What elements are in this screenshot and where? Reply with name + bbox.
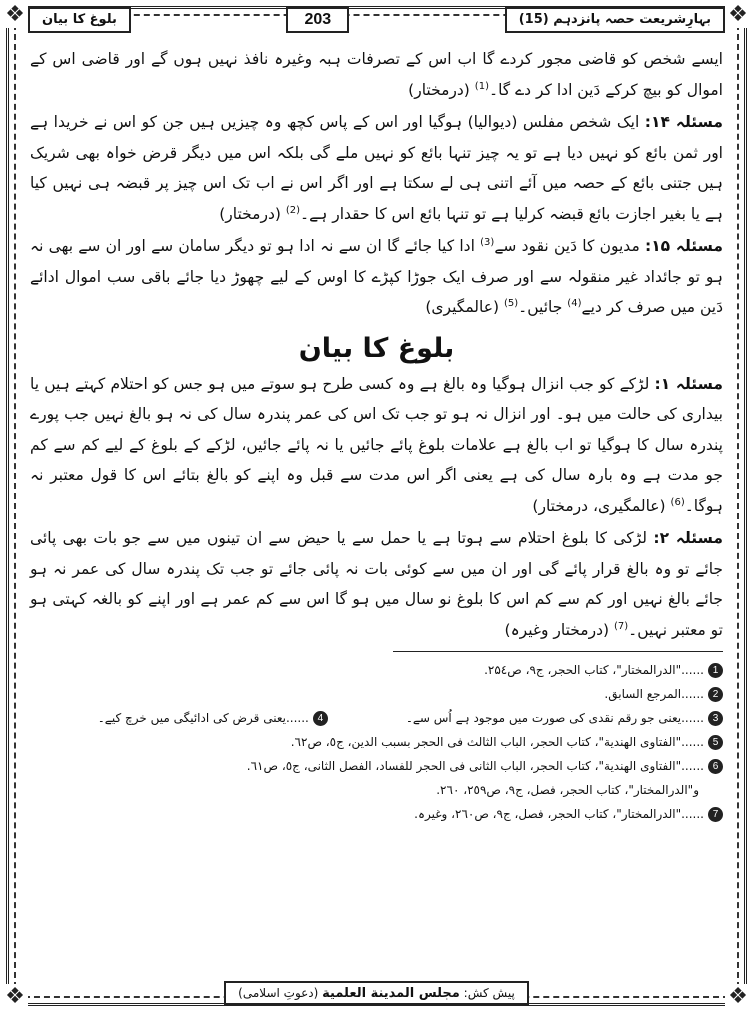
footnotes xyxy=(30,658,723,826)
page-footer xyxy=(28,980,725,1006)
corner-ornament-icon: ❖ xyxy=(2,984,28,1010)
source-citation: (درمختار وغیرہ) xyxy=(504,620,610,639)
footnote-number: 2 xyxy=(708,687,723,702)
page-header xyxy=(28,6,725,34)
footnote-item: 5 ......"الفتاوی الهندیة"، کتاب الحجر، الباب الثالث فی الحجر بسبب الدین، ج٥، ص٦٢. xyxy=(30,730,723,754)
footnote-divider xyxy=(393,651,723,652)
masala-1: مسئلہ ۱: لڑکے کو جب انزال ہوگیا وہ بالغ ہے وہ کسی طرح ہو سوتے میں ہو جس کو احتلام کہتے ہیں یا بیداری کی حالت میں ہو۔ اور انزال نہ ہو تو جب تک اس کی عمر پندرہ سال کی نہ ہو بالغ نہیں جب پورے پندرہ سال کا ہوگیا تو اب بالغ ہے علامات بلوغ پائے جائیں یا نہ پائے جائیں، لڑکے کے بلوغ کے لیے کم سے کم جو مدت ہے وہ بارہ سال کی ہے یعنی اگر اس مدت سے قبل وہ اپنے کو بالغ بتائے اس کا قول معتبر نہ ہوگا۔$^{(6)}$ (عالمگیری، درمختار) xyxy=(30,374,724,515)
footnote-item: 1 ......"الدرالمختار"، کتاب الحجر، ج۹، ص۲۵٤. xyxy=(30,658,723,682)
masala-label: مسئلہ ۱۵: xyxy=(645,237,723,255)
footnote-item: 6 ......"الفتاوی الهندیة"، کتاب الحجر، الباب الثانی فی الحجر للفساد، الفصل الثانی، ج٥، ص٦١. xyxy=(30,754,723,778)
chapter-heading: بلوغ کا بیان xyxy=(298,332,455,364)
footnote-item: 2 ......المرجع السابق. xyxy=(30,682,723,706)
source-citation: (عالمگیری) xyxy=(425,298,500,316)
running-chapter-title: بلوغ کا بیان xyxy=(28,7,131,33)
paragraph-continued: ایسے شخص کو قاضی مجور کردے گا اب اس کے تصرفات ہبہ وغیرہ نافذ نہیں ہوں گے اور قاضی اس کے اموال کو بیچ کرکے دَین ادا کر دے گا۔$^{(1)}$ (درمختار) xyxy=(30,50,723,99)
footnote-number: 1 xyxy=(708,663,723,678)
source-citation: (درمختار) xyxy=(408,80,470,99)
publisher-sub: (دعوتِ اسلامی) xyxy=(238,986,319,1000)
footnote-ref: (6) xyxy=(670,496,685,508)
page-body xyxy=(30,44,723,826)
footnote-number: 4 xyxy=(313,711,328,726)
publisher-label: پیش کش: xyxy=(463,986,515,1000)
footnote-ref: (4) xyxy=(567,297,582,309)
footnote-number: 3 xyxy=(708,711,723,726)
masala-label: مسئلہ ۱: xyxy=(654,374,724,393)
corner-ornament-icon: ❖ xyxy=(2,2,28,28)
footnote-ref: (1) xyxy=(474,80,489,92)
book-title: بہارِشریعت حصہ پانزدہم (15) xyxy=(505,7,725,33)
footnote-continuation: و"الدرالمختار"، کتاب الحجر، فصل، ج۹، ص۲٥۹، ۲٦۰. xyxy=(436,783,699,797)
footnote-number: 5 xyxy=(708,735,723,750)
page-number: 203 xyxy=(286,7,349,33)
footnote-ref: (5) xyxy=(503,297,519,309)
masala-label: مسئلہ ۲: xyxy=(653,529,723,547)
footnote-item: 3 ......یعنی جو رقم نقدی کی صورت میں موجود ہے اُس سے۔ 4 ......یعنی قرض کی ادائیگی میں خرچ کیے۔ xyxy=(30,706,723,730)
footnote-number: 6 xyxy=(708,759,723,774)
publisher-credit xyxy=(224,981,529,1005)
footnote-ref: (3) xyxy=(480,236,495,248)
masala-2: مسئلہ ۲: لڑکی کا بلوغ احتلام سے ہوتا ہے یا حمل سے یا حیض سے ان تینوں میں سے جو بات بھی پائی جائے تو وہ بالغ قرار پائے گی اور ان میں سے کوئی بات نہ پائی جائے تو جب تک پندرہ سال کی عمر نہ ہو جائے بالغ نہیں اور کم سے کم اس کا بلوغ نو سال میں ہو گا اس سے کم عمر ہے اور اپنے کو بالغہ کہتی ہو تو معتبر نہیں۔$^{(7)}$ (درمختار وغیرہ) xyxy=(30,529,723,639)
masala-15: مسئلہ ۱۵: مدیون کا دَین نقود سے$^{(3)}$ ادا کیا جائے گا ان سے نہ ادا ہو تو دیگر سامان سے اور ان سے بھی نہ ہو تو جائداد غیر منقولہ سے اور صرف ایک جوڑا کپڑے کا اوس کے لیے چھوڑ دیا جائے باقی سب اموال ادائے دَین میں صرف کر دیے$^{(4)}$ جائیں۔$^{(5)}$ (عالمگیری) xyxy=(30,236,723,316)
source-citation: (عالمگیری، درمختار) xyxy=(532,496,666,515)
corner-ornament-icon: ❖ xyxy=(725,984,751,1010)
corner-ornament-icon: ❖ xyxy=(725,2,751,28)
footnote-ref: (7) xyxy=(613,620,629,632)
source-citation: (درمختار) xyxy=(219,204,281,223)
masala-label: مسئلہ ۱۴: xyxy=(644,113,723,131)
masala-14: مسئلہ ۱۴: ایک شخص مفلس (دیوالیا) ہوگیا اور اس کے پاس کچھ وہ چیزیں ہیں جن کو اس نے خریدا ہے اور ثمن بائع کو نہیں دیا ہے تو یہ چیز تنہا بائع کو نہیں ملے گی بلکہ اس میں دیگر قرض خواہ بھی شریک ہیں جتنی بائع کے حصہ میں آئے اتنی ہی لے سکتا ہے اور اگر اس نے اب تک اس چیز پر قبضہ ہی نہیں کیا ہے یا بغیر اجازت بائع قبضہ کرلیا ہے تو تنہا بائع اس کا حقدار ہے۔$^{(2)}$ (درمختار) xyxy=(30,113,723,223)
footnote-number: 7 xyxy=(708,807,723,822)
footnote-ref: (2) xyxy=(285,204,301,216)
publisher-name: مجلس المدینة العلمیة xyxy=(322,986,460,1001)
footnote-item: 7 ......"الدرالمختار"، کتاب الحجر، فصل، ج۹، ص۲٦۰، وغیرہ. xyxy=(30,802,723,826)
